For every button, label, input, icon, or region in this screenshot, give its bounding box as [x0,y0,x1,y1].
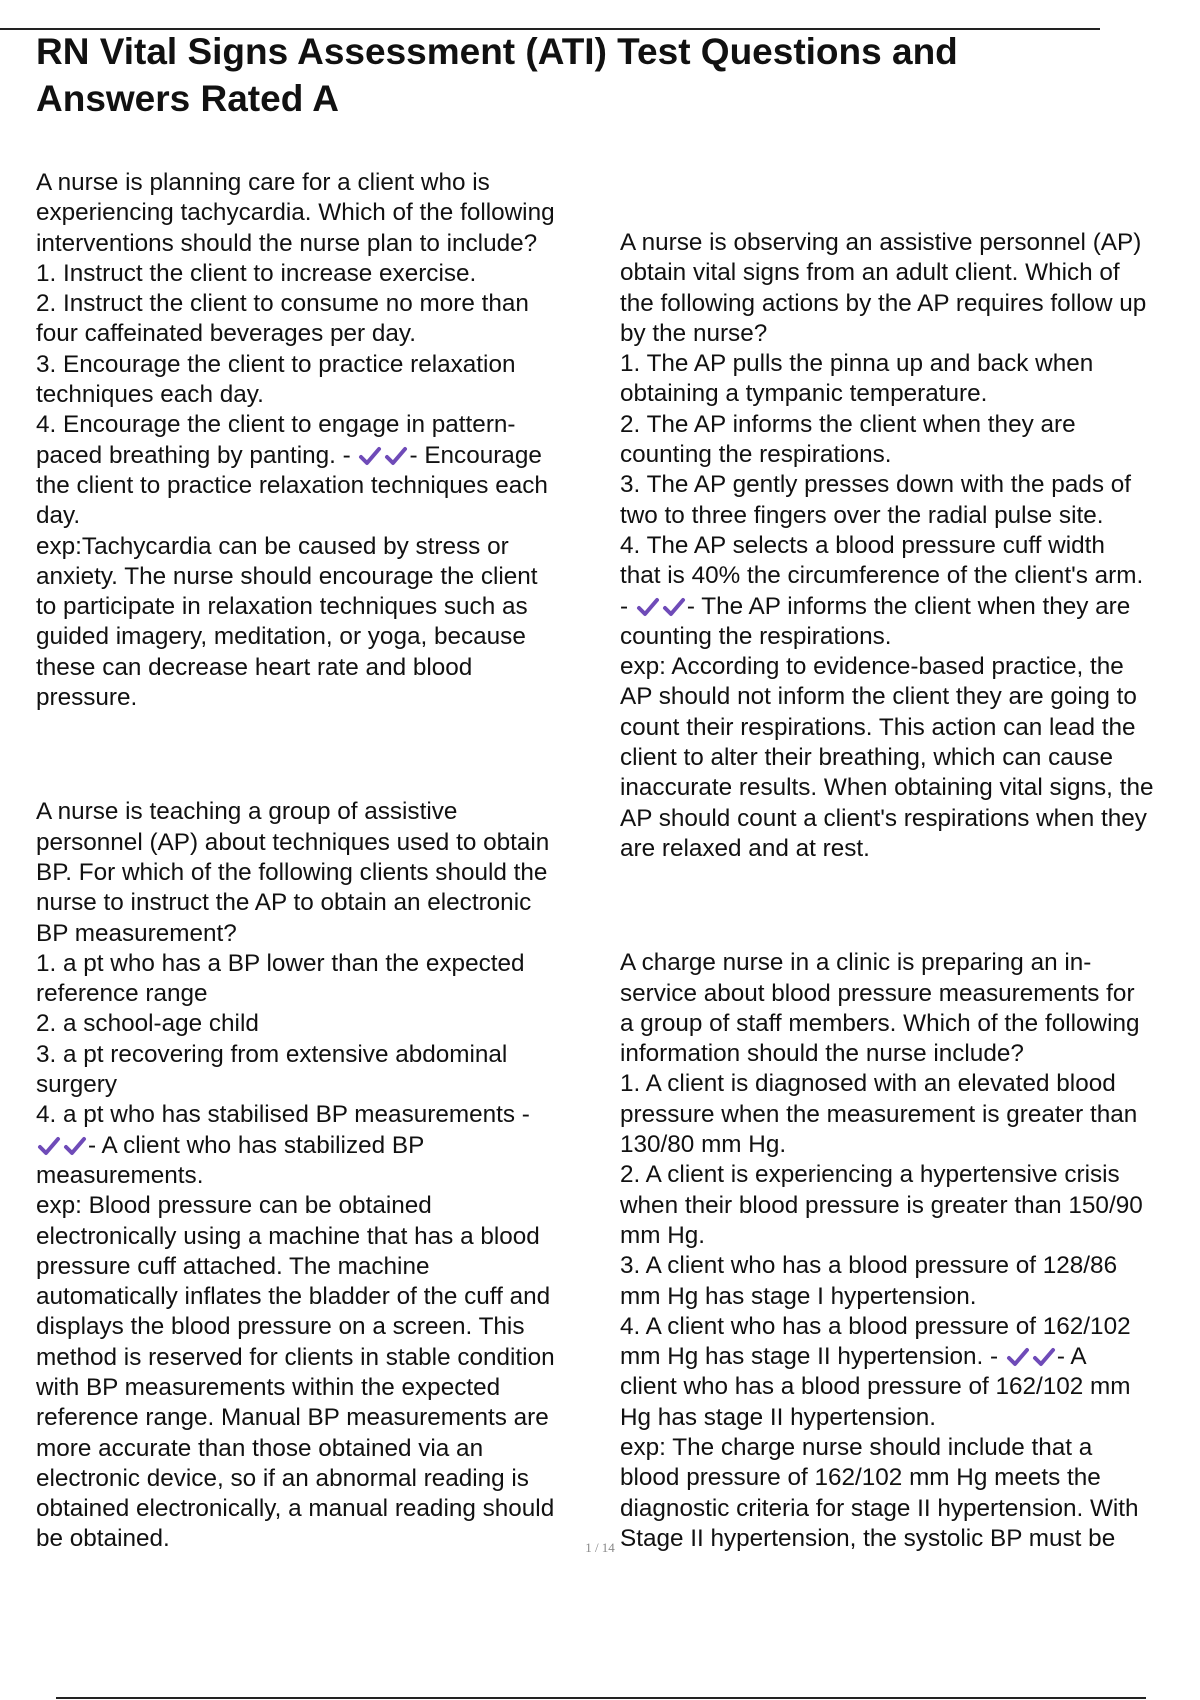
question-text-line: by the nurse? [620,319,768,347]
question-text-line: nurse to instruct the AP to obtain an electronic [36,889,532,917]
question-text-line: A nurse is teaching a group of assistive [36,798,458,826]
question-text-line: 130/80 mm Hg. [620,1131,787,1159]
question-text-line: personnel (AP) about techniques used to obtain [36,828,550,856]
question-text-line: the following actions by the AP requires follow up [620,289,1147,317]
explanation-line: diagnostic criteria for stage II hypertension. With [620,1494,1139,1522]
title-line-2: Answers Rated A [36,78,339,119]
question-text-line: 2. The AP informs the client when they are [620,410,1076,438]
explanation-line: displays the blood pressure on a screen. This [36,1313,525,1341]
question-text-line: BP. For which of the following clients should the [36,858,548,886]
question-text-line: 3. Encourage the client to practice relaxation [36,350,516,378]
right-column [620,228,1195,1554]
checkmark-icon [1032,1347,1056,1367]
question-text-line: 3. A client who has a blood pressure of 128/86 [620,1252,1118,1280]
answer-text: - A client who has stabilized BP [88,1131,425,1159]
question-text-line: mm Hg. [620,1221,706,1249]
question-text-line: four caffeinated beverages per day. [36,320,417,348]
question-text-line: 4. A client who has a blood pressure of 162/102 [620,1312,1131,1340]
explanation-line: inaccurate results. When obtaining vital signs, the [620,774,1154,802]
question-text-line: 1. A client is diagnosed with an elevated blood [620,1070,1116,1098]
question-text-line: 2. a school-age child [36,1010,259,1038]
explanation-line: method is reserved for clients in stable condition [36,1343,555,1371]
explanation-line: exp: According to evidence-based practice, the [620,653,1124,681]
question-text-line: counting the respirations. [620,441,892,469]
answer-line [36,441,601,471]
question-ap-vital-signs [620,228,1195,864]
explanation-line: automatically inflates the bladder of the cuff and [36,1283,551,1311]
explanation-line: anxiety. The nurse should encourage the client [36,562,538,590]
question-text-line: 2. A client is experiencing a hypertensive crisis [620,1161,1120,1189]
question-text-line: 1. Instruct the client to increase exercise. [36,259,477,287]
explanation-line: exp: The charge nurse should include that a [620,1433,1093,1461]
explanation-line: electronic device, so if an abnormal reading is [36,1464,529,1492]
question-text-line: BP measurement? [36,919,237,947]
explanation-line: the client to practice relaxation techniques each [36,471,548,499]
question-text-line: pressure when the measurement is greater than [620,1100,1138,1128]
explanation-line: to participate in relaxation techniques such as [36,593,528,621]
question-text-line: reference range [36,980,208,1008]
answer-line [620,592,1195,622]
question-text-line: 4. The AP selects a blood pressure cuff width [620,531,1105,559]
question-text-line: obtain vital signs from an adult client. Which of [620,259,1120,287]
question-text-line: service about blood pressure measurements for [620,979,1135,1007]
title-line-1: RN Vital Signs Assessment (ATI) Test Questions and [36,31,958,72]
answer-prefix: - [620,592,635,620]
explanation-line: pressure cuff attached. The machine [36,1252,430,1280]
explanation-line: client who has a blood pressure of 162/102 mm [620,1373,1131,1401]
question-text-line: surgery [36,1071,118,1099]
question-text-line: 1. The AP pulls the pinna up and back when [620,350,1094,378]
explanation-line: Stage II hypertension, the systolic BP must be [620,1524,1116,1552]
explanation-line: counting the respirations. [620,622,892,650]
question-bp-inservice [620,948,1195,1554]
question-text-line: 1. a pt who has a BP lower than the expected [36,949,525,977]
question-text-line: 3. The AP gently presses down with the pads of [620,471,1132,499]
answer-line [620,1342,1195,1372]
explanation-line: more accurate than those obtained via an [36,1434,484,1462]
question-tachycardia [36,168,601,713]
question-text-line: information should the nurse include? [620,1040,1024,1068]
question-text-line: 3. a pt recovering from extensive abdominal [36,1040,508,1068]
question-text-line: obtaining a tympanic temperature. [620,380,988,408]
answer-text: - A [1056,1343,1087,1371]
explanation-line: guided imagery, meditation, or yoga, because [36,623,526,651]
checkmark-icon [636,597,660,617]
explanation-line: are relaxed and at rest. [620,834,870,862]
checkmark-icon [358,446,382,466]
question-text-line: experiencing tachycardia. Which of the following [36,199,555,227]
explanation-line: measurements. [36,1161,204,1189]
explanation-line: exp: Blood pressure can be obtained [36,1192,432,1220]
checkmark-icon [63,1136,87,1156]
explanation-line: electronically using a machine that has a blood [36,1222,540,1250]
checkmark-icon [662,597,686,617]
explanation-line: with BP measurements within the expected [36,1373,501,1401]
answer-prefix: paced breathing by panting. - [36,441,358,469]
explanation-line: AP should count a client's respirations when they [620,804,1147,832]
question-text-line: that is 40% the circumference of the client's arm. [620,562,1144,590]
question-electronic-bp [36,797,601,1554]
question-text-line: 4. Encourage the client to engage in pattern- [36,411,516,439]
question-text-line: when their blood pressure is greater than 150/90 [620,1191,1143,1219]
explanation-line: AP should not inform the client they are going to [620,683,1137,711]
explanation-line: client to alter their breathing, which can cause [620,744,1113,772]
checkmark-icon [384,446,408,466]
bottom-rule [56,1697,1146,1699]
question-text-line: two to three fingers over the radial pulse site. [620,501,1104,529]
question-text-line: A charge nurse in a clinic is preparing an in- [620,949,1092,977]
question-text-line: 2. Instruct the client to consume no more than [36,290,529,318]
answer-text: - The AP informs the client when they are [686,592,1131,620]
answer-line [36,1131,601,1161]
explanation-line: be obtained. [36,1525,170,1553]
checkmark-icon [1006,1347,1030,1367]
explanation-line: these can decrease heart rate and blood [36,653,473,681]
checkmark-icon [37,1136,61,1156]
explanation-line: Hg has stage II hypertension. [620,1403,937,1431]
left-column [36,168,601,1555]
question-text-line: mm Hg has stage I hypertension. [620,1282,977,1310]
question-text-line: techniques each day. [36,381,264,409]
explanation-line: count their respirations. This action can lead the [620,713,1136,741]
question-text-line: A nurse is observing an assistive personnel (AP) [620,229,1142,256]
question-text-line: a group of staff members. Which of the following [620,1009,1140,1037]
page-indicator: 1 / 14 [585,1540,615,1555]
explanation-line: pressure. [36,684,138,712]
explanation-line: obtained electronically, a manual reading should [36,1495,555,1523]
document-title [36,28,1136,122]
question-text-line: interventions should the nurse plan to include? [36,229,538,257]
question-text-line: A nurse is planning care for a client who is [36,169,490,196]
explanation-line: blood pressure of 162/102 mm Hg meets the [620,1464,1101,1492]
explanation-line: exp:Tachycardia can be caused by stress or [36,532,509,560]
answer-prefix: mm Hg has stage II hypertension. - [620,1343,1005,1371]
answer-text: - Encourage [409,441,542,469]
explanation-line: day. [36,502,81,530]
question-text-line: 4. a pt who has stabilised BP measurements - [36,1101,530,1129]
explanation-line: reference range. Manual BP measurements are [36,1404,549,1432]
